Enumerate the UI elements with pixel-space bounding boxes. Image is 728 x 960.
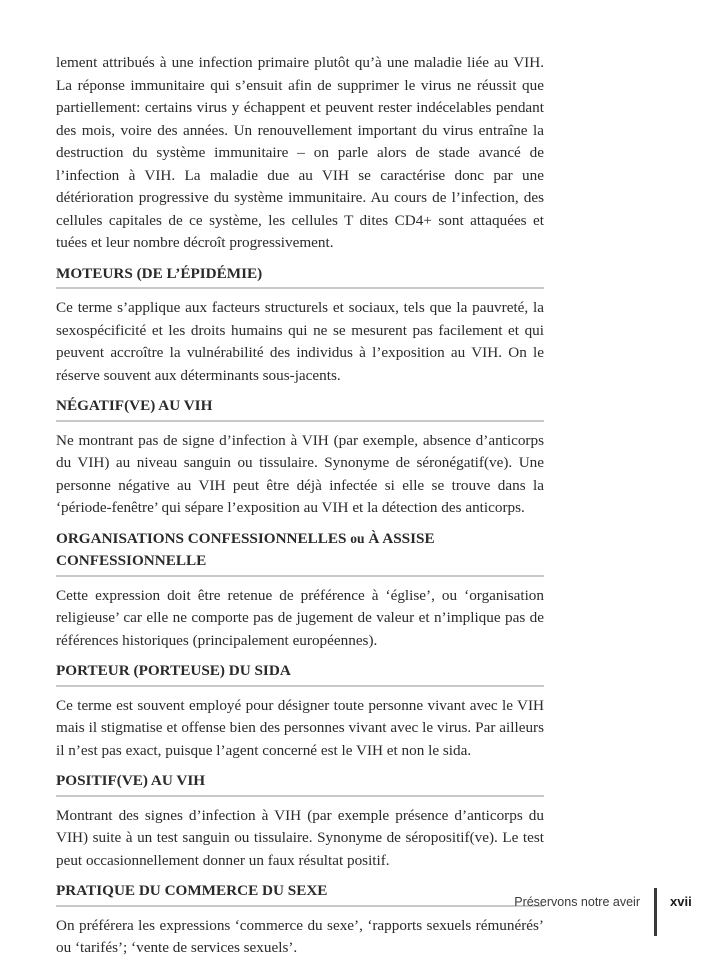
entry-text: On préférera les expressions ‘commerce du sexe’, ‘rapports sexuels rémunérés’ ou ‘tarifés’; ‘vente de services sexuels’.: [56, 916, 544, 956]
page-number: xvii: [670, 894, 692, 909]
entry-heading: PRATIQUE DU COMMERCE DU SEXE: [56, 880, 544, 907]
entry-text: Montrant des signes d’infection à VIH (par exemple présence d’anticorps du VIH) suite à un test sanguin ou tissulaire. Synonyme de séropositif(ve). Le test peut occasionnellement donner un faux résultat positif.: [56, 806, 544, 869]
entry-text: Cette expression doit être retenue de préférence à ‘église’, ou ‘organisation religieuse’ car elle ne comporte pas de jugement de valeur et n’implique pas de références historiques (principalement européennes).: [56, 586, 544, 649]
entry-heading: PORTEUR (PORTEUSE) DU SIDA: [56, 660, 544, 687]
entry-heading-part-b: ou: [350, 530, 365, 546]
glossary-entry-organisations: [56, 528, 544, 653]
glossary-entry-negatif: [56, 395, 544, 520]
page-footer: [0, 888, 728, 936]
entry-text: Ce terme est souvent employé pour désigner toute personne vivant avec le VIH mais il stigmatise et offense bien des personnes vivant avec le virus. Par ailleurs il n’est pas exact, puisque l’agent concerné est le VIH et non le sida.: [56, 696, 544, 759]
document-body: [56, 52, 544, 960]
entry-heading-part-c: À ASSISE CONFESSIONNELLE: [56, 529, 435, 569]
footer-divider: [654, 888, 657, 936]
entry-heading: POSITIF(VE) AU VIH: [56, 770, 544, 797]
footer-title: Préservons notre aveir: [514, 895, 640, 909]
glossary-entry-porteur: [56, 660, 544, 762]
entry-heading: MOTEURS (DE L’ÉPIDÉMIE): [56, 263, 544, 290]
entry-text: Ne montrant pas de signe d’infection à VIH (par exemple, absence d’anticorps du VIH) au niveau sanguin ou tissulaire. Synonyme de séronégatif(ve). Une personne négative au VIH peut être déjà infectée si elle se trouve dans la ‘période-fenêtre’ qui sépare l’exposition au VIH et la détection des anticorps.: [56, 431, 544, 516]
entry-heading: [56, 528, 544, 577]
entry-text: Ce terme s’applique aux facteurs structurels et sociaux, tels que la pauvreté, la sexospécificité et les droits humains qui ne se mesurent pas facilement et qui peuvent accroître la vulnérabilité des individus à l’exposition au VIH. On le réserve souvent aux déterminants sous-jacents.: [56, 299, 544, 384]
intro-paragraph: lement attribués à une infection primaire plutôt qu’à une maladie liée au VIH. La réponse immunitaire qui s’ensuit afin de supprimer le virus ne réussit que partiellement: certains virus y échappent et peuvent rester indécelables pendant des mois, voire des années. Un renouvellement important du virus entraîne la destruction du système immunitaire – on parle alors de stade avancé de l’infection à VIH. La maladie due au VIH se caractérise donc par une détérioration progressive du système immunitaire. Au cours de l’infection, des cellules capitales de ce système, les cellules T dites CD4+ sont attaquées et tuées et leur nombre décroît progressivement.: [56, 54, 544, 251]
glossary-entry-positif: [56, 770, 544, 872]
glossary-entry-moteurs: [56, 263, 544, 388]
entry-heading: NÉGATIF(VE) AU VIH: [56, 395, 544, 422]
entry-heading-part-a: ORGANISATIONS CONFESSIONNELLES: [56, 529, 351, 547]
